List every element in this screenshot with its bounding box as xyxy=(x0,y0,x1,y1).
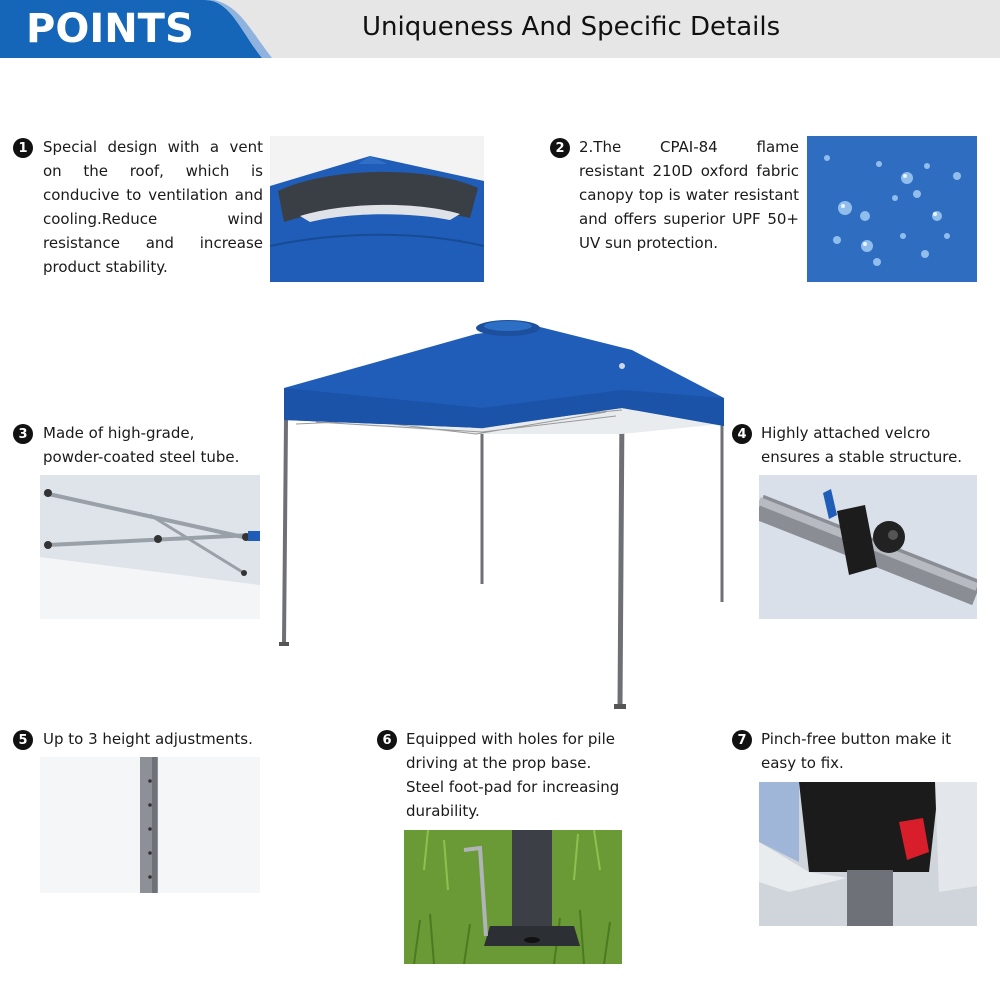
feature-2-number: 2 xyxy=(550,138,570,158)
feature-1-text: Special design with a vent on the roof, which is conducive to ventilation and cooling.Reduce wind resistance and increase product stability. xyxy=(43,138,263,276)
header-bar xyxy=(0,0,1000,58)
feature-4-text: Highly attached velcro ensures a stable structure. xyxy=(761,424,963,466)
steel-frame-photo xyxy=(40,475,260,619)
canopy-tent-photo xyxy=(276,316,732,712)
points-label: POINTS xyxy=(26,6,194,52)
page-title: Uniqueness And Specific Details xyxy=(362,12,781,42)
foot-pad-photo xyxy=(404,830,622,964)
feature-7-number: 7 xyxy=(732,730,752,750)
feature-7-text: Pinch-free button make it easy to fix. xyxy=(761,730,952,772)
water-droplets-photo xyxy=(807,136,977,282)
feature-3-text: Made of high-grade, powder-coated steel tube. xyxy=(43,424,240,466)
feature-2-text: 2.The CPAI-84 flame resistant 210D oxford fabric canopy top is water resistant and offers superior UPF 50+ UV sun protection. xyxy=(579,138,799,252)
feature-5-number: 5 xyxy=(13,730,33,750)
feature-4-number: 4 xyxy=(732,424,752,444)
feature-3-number: 3 xyxy=(13,424,33,444)
feature-6-number: 6 xyxy=(377,730,397,750)
canopy-vent-photo xyxy=(270,136,484,282)
pinch-button-photo xyxy=(759,782,977,926)
feature-6-text: Equipped with holes for pile driving at the prop base. Steel foot-pad for increasing durability. xyxy=(406,730,620,820)
velcro-strap-photo xyxy=(759,475,977,619)
feature-1-number: 1 xyxy=(13,138,33,158)
leg-holes-photo xyxy=(40,757,260,893)
feature-5-text: Up to 3 height adjustments. xyxy=(43,730,253,748)
